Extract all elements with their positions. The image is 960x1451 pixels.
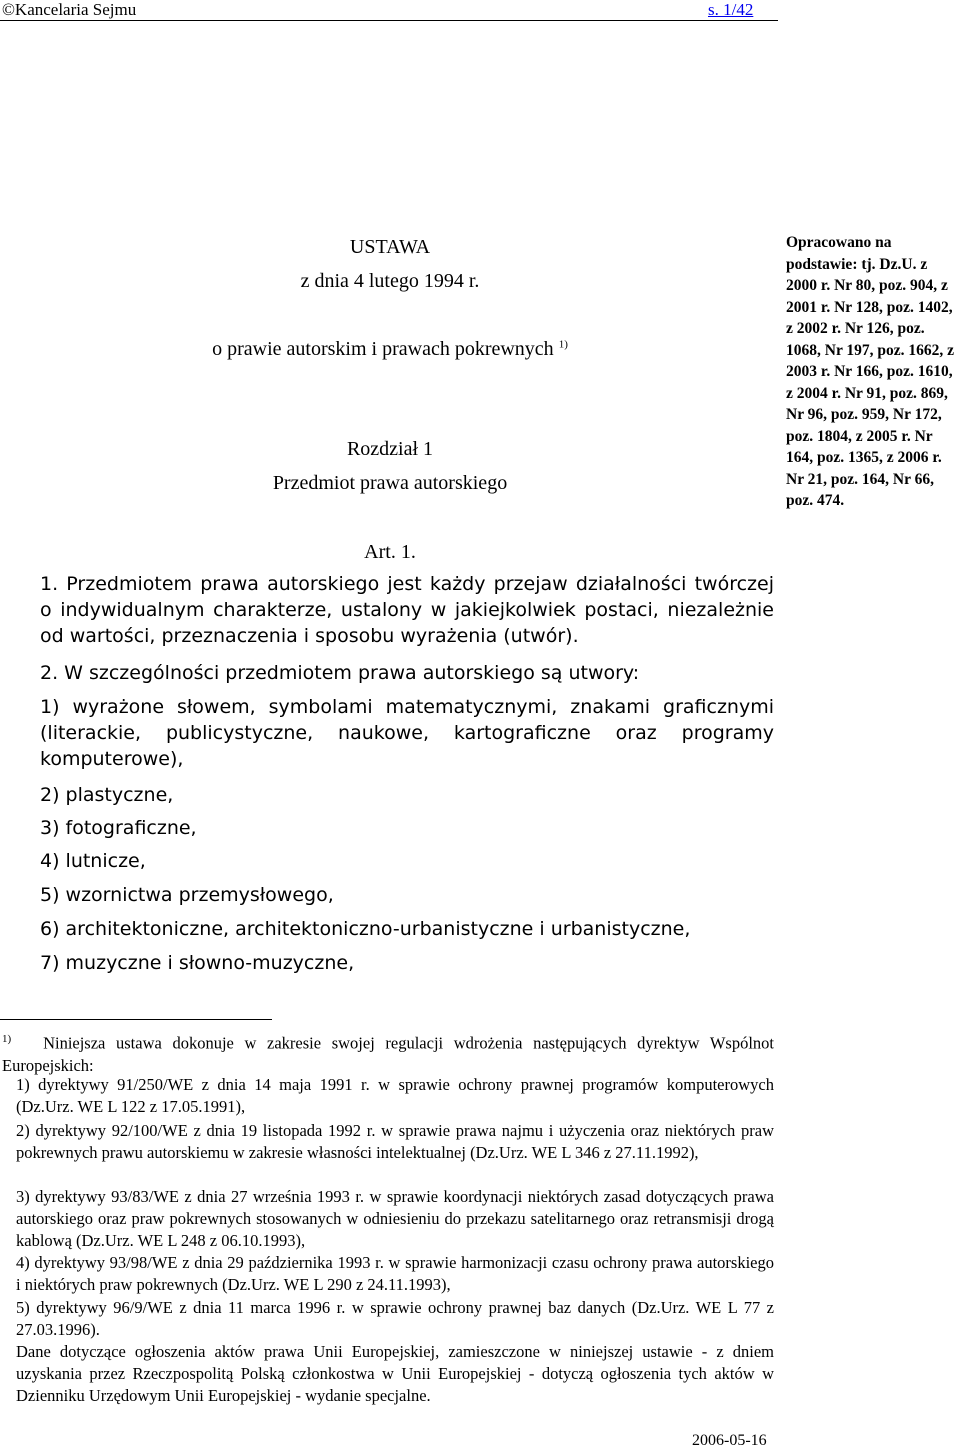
list-item: 6) architektoniczne, architektoniczno-urbanistyczne i urbanistyczne, (40, 918, 691, 940)
footnote-closing: Dane dotyczące ogłoszenia aktów prawa Unii Europejskiej, zamieszczone w niniejszej ustawie - z dniem uzyskania przez Rzeczpospolitą Polską członkostwa w Unii Europejskiej - dotyczą ogłoszenia tych aktów w Dzienniku Urzędowym Unii Europejskiej - wydanie specjalne. (16, 1342, 774, 1405)
footnote-divider (0, 1019, 272, 1020)
footnote-entry: 1) dyrektywy 91/250/WE z dnia 14 maja 1991 r. w sprawie ochrony prawnej programów komputerowych (Dz.Urz. WE L 122 z 17.05.1991), (16, 1075, 774, 1116)
footnote-entry: 2) dyrektywy 92/100/WE z dnia 19 listopada 1992 r. w sprawie prawa najmu i użyczenia oraz niektórych praw pokrewnych prawu autorskiemu w zakresie własności intelektualnej (Dz.Urz. WE L 346 z 27.11.1992), (16, 1121, 774, 1162)
act-subject-text: o prawie autorskim i prawach pokrewnych (212, 338, 554, 360)
footer-date: 2006-05-16 (692, 1432, 767, 1449)
act-date: z dnia 4 lutego 1994 r. (300, 270, 480, 292)
list-item: 1) wyrażone słowem, symbolami matematycznymi, znakami graficznymi (literackie, publicystyczne, naukowe, kartograficzne oraz programy komputerowe), (40, 696, 774, 770)
header-page-number[interactable] (708, 0, 753, 20)
act-type-title: USTAWA (349, 236, 431, 258)
list-item: 5) wzornictwa przemysłowego, (40, 884, 334, 906)
chapter-number: Rozdział 1 (346, 438, 434, 460)
list-item: 2) plastyczne, (40, 784, 174, 806)
chapter-name: Przedmiot prawa autorskiego (272, 472, 508, 494)
margin-note-sources: Opracowano na podstawie: tj. Dz.U. z 2000 r. Nr 80, poz. 904, z 2001 r. Nr 128, poz. 1402, z 2002 r. Nr 126, poz. 1068, Nr 197, poz. 1662, z 2003 r. Nr 166, poz. 1610, z 2004 r. Nr 91, poz. 869, Nr 96, poz. 959, Nr 172, poz. 1804, z 2005 r. Nr 164, poz. 1365, z 2006 r. Nr 21, poz. 164, Nr 66, poz. 474. (786, 234, 955, 509)
list-item: 3) fotograficzne, (40, 817, 197, 839)
footnote-intro-text: Niniejsza ustawa dokonuje w zakresie swojej regulacji wdrożenia następujących dyrektyw Wspólnot Europejskich: (2, 1033, 774, 1075)
header-divider (0, 20, 778, 21)
footnote-marker: 1) (2, 1033, 12, 1045)
list-item: 4) lutnicze, (40, 850, 146, 872)
page-number-link[interactable]: s. 1/42 (708, 0, 754, 19)
act-subject (40, 338, 740, 361)
footnote-entry: 5) dyrektywy 96/9/WE z dnia 11 marca 1996 r. w sprawie ochrony prawnej baz danych (Dz.Urz. WE L 77 z 27.03.1996). (16, 1298, 774, 1339)
header-publisher: ©Kancelaria Sejmu (2, 0, 137, 19)
footnote-entry: 3) dyrektywy 93/83/WE z dnia 27 września 1993 r. w sprawie koordynacji niektórych zasad dotyczących prawa autorskiego oraz praw pokrewnych stosowanych w odniesieniu do przekazu satelitarnego oraz retransmisji drogą kablową (Dz.Urz. WE L 248 z 06.10.1993), (16, 1187, 774, 1250)
footnote-ref[interactable]: 1) (558, 338, 568, 351)
article-paragraph-2: 2. W szczególności przedmiotem prawa autorskiego są utwory: (40, 662, 640, 684)
footnote-intro (2, 1028, 774, 1077)
list-item: 7) muzyczne i słowno-muzyczne, (40, 952, 355, 974)
footnote-entry: 4) dyrektywy 93/98/WE z dnia 29 października 1993 r. w sprawie harmonizacji czasu ochrony prawa autorskiego i niektórych praw pokrewnych (Dz.Urz. WE L 290 z 24.11.1993), (16, 1253, 774, 1294)
article-heading: Art. 1. (364, 541, 416, 563)
article-paragraph-1: 1. Przedmiotem prawa autorskiego jest każdy przejaw działalności twórczej o indywidualnym charakterze, ustalony w jakiejkolwiek postaci, niezależnie od wartości, przeznaczenia i sposobu wyrażenia (utwór). (40, 573, 774, 647)
